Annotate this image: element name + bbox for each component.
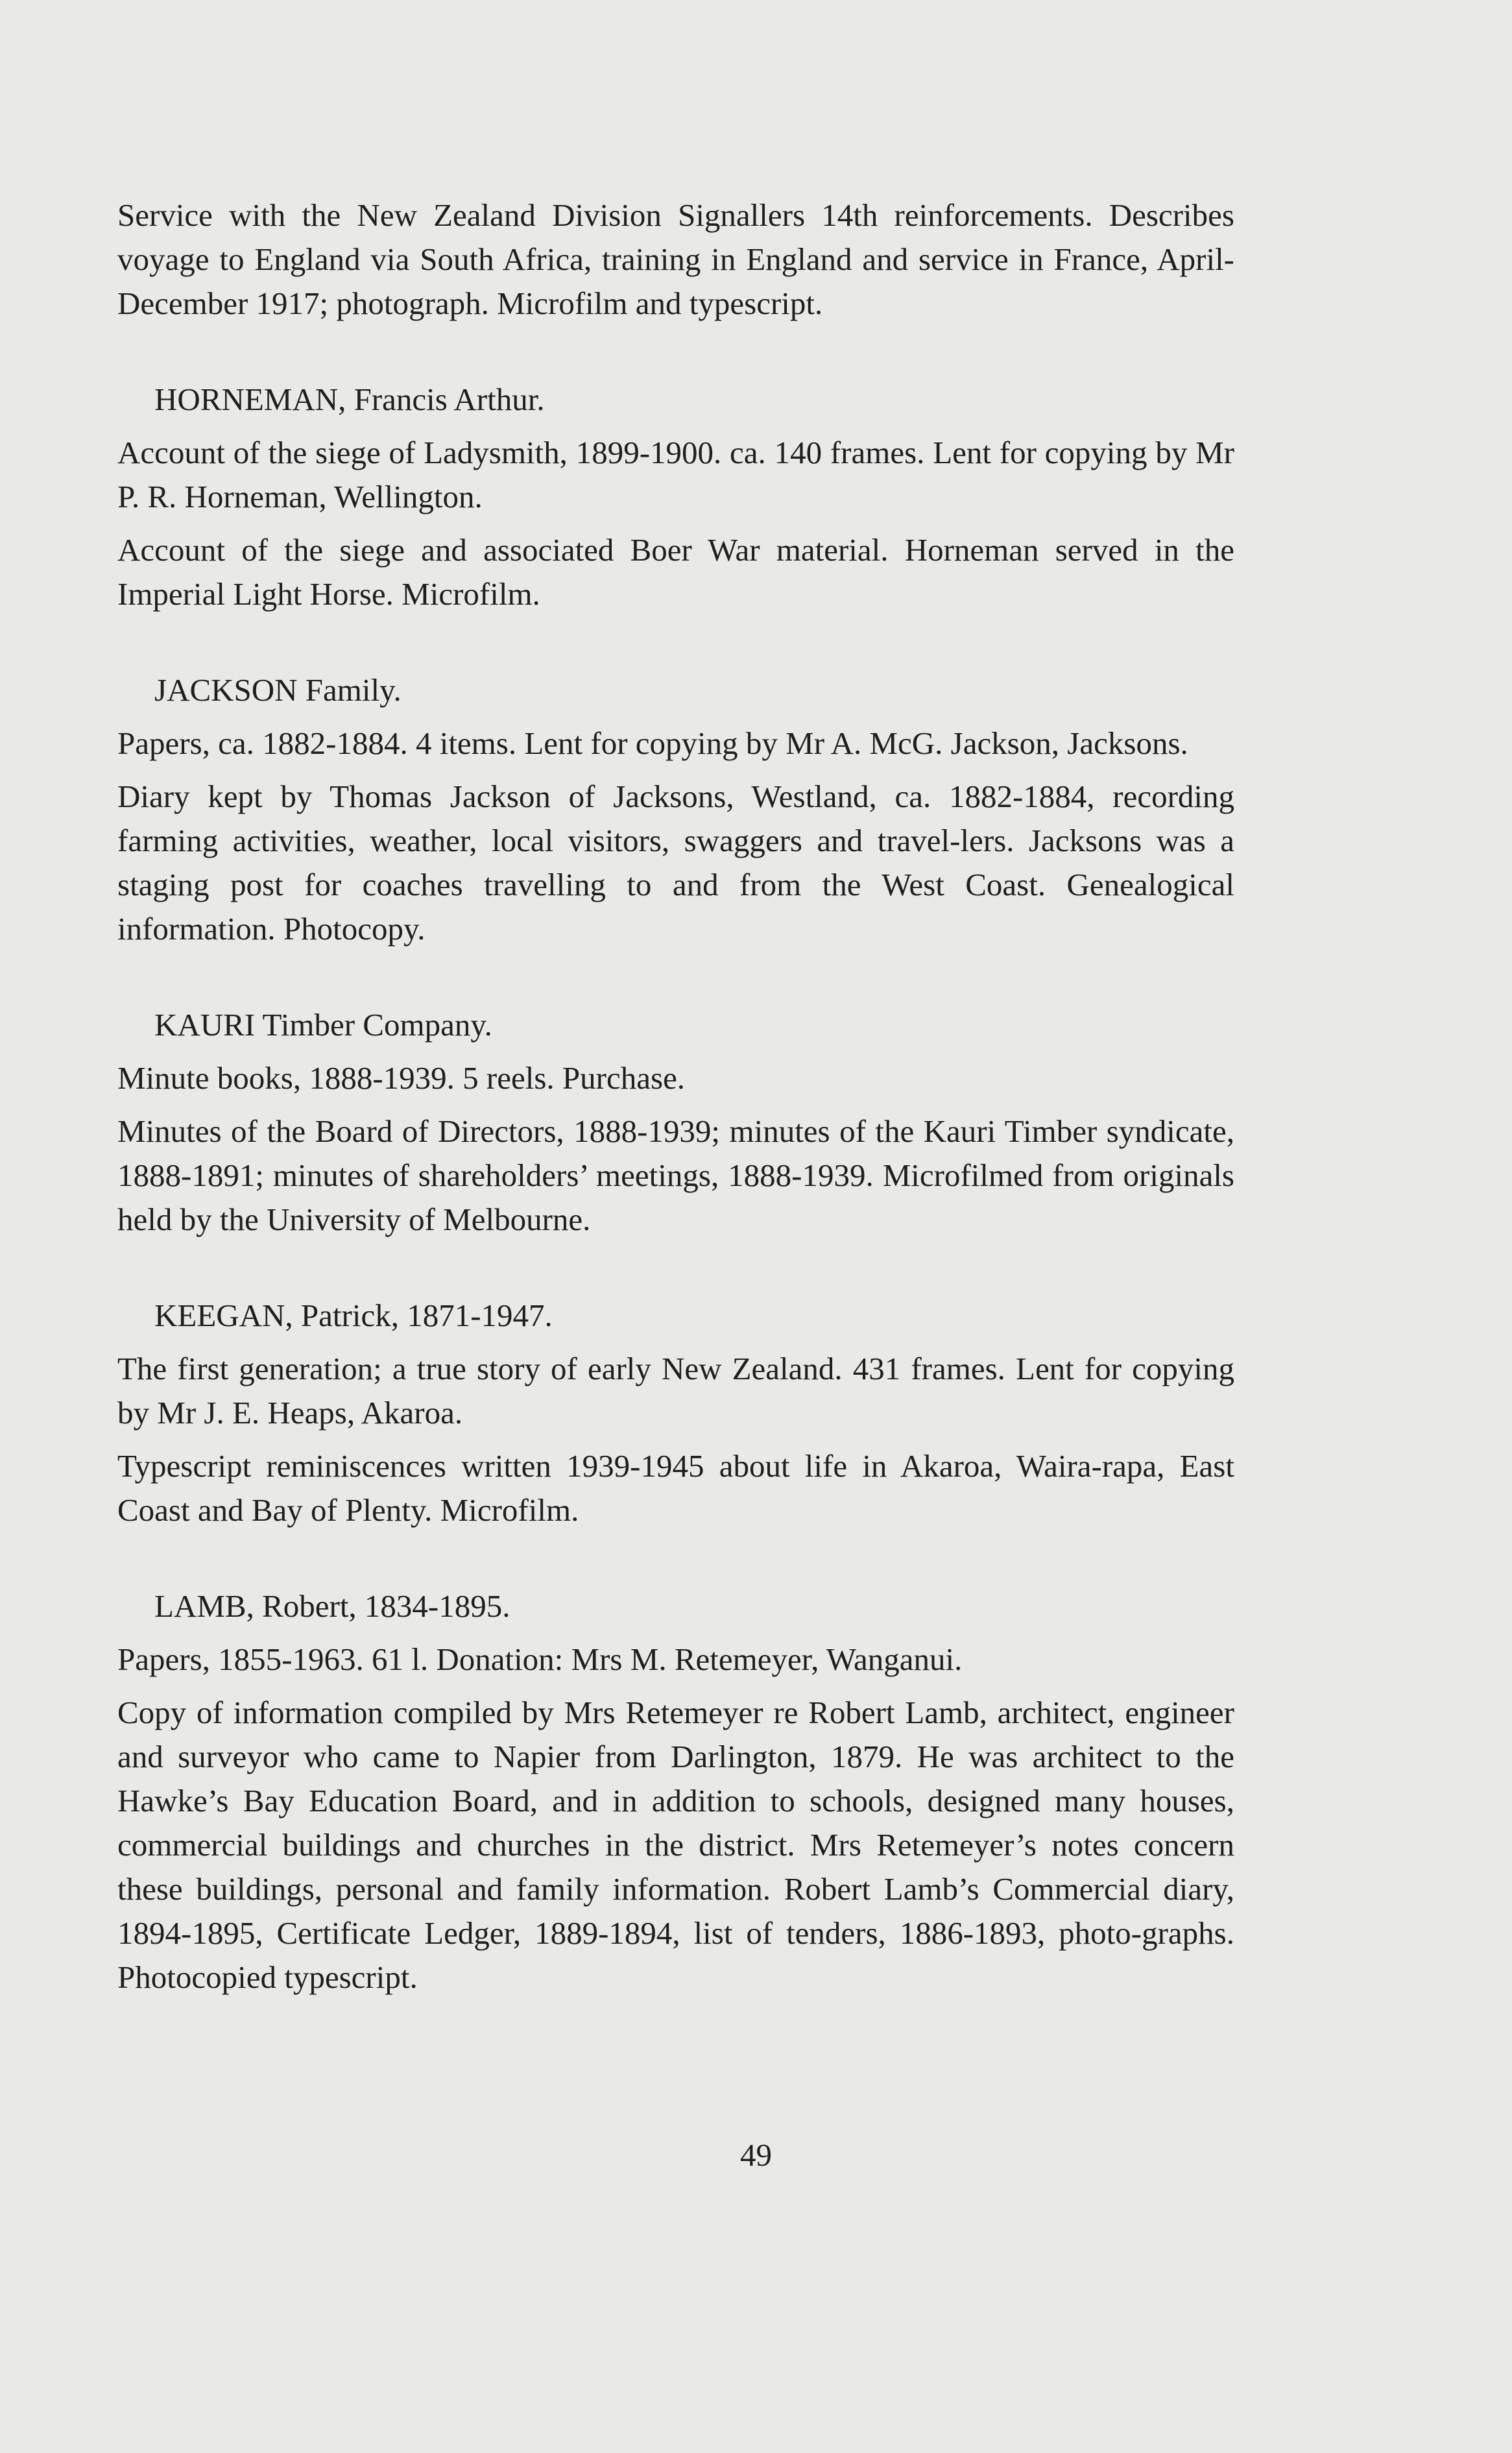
- entry-paragraph: Papers, 1855-1963. 61 l. Donation: Mrs M. Retemeyer, Wanganui.: [117, 1641, 963, 1677]
- page-number: 49: [740, 2137, 772, 2173]
- entry-paragraph: Copy of information compiled by Mrs Retemeyer re Robert Lamb, architect, engineer and surveyor who came to Napier from Darlington, 1879. He was architect to the Hawke’s Bay Education Board, and in addition to schools, designed many houses, commercial buildings and churches in the district. Mrs Retemeyer’s notes concern these buildings, personal and family information. Robert Lamb’s Commercial diary, 1894-1895, Certificate Ledger, 1889-1894, list of tenders, 1886-1893, photo-graphs. Photocopied typescript.: [117, 1695, 1234, 1995]
- intro-paragraph: Service with the New Zealand Division Signallers 14th reinforcements. Describes voyage to England via South Africa, training in England and service in France, April-December 1917; photograph. Microfilm and typescript.: [117, 197, 1234, 321]
- entry-paragraph: Papers, ca. 1882-1884. 4 items. Lent for copying by Mr A. McG. Jackson, Jacksons.: [117, 725, 1188, 761]
- entry-heading: LAMB, Robert, 1834-1895.: [154, 1588, 510, 1624]
- entry-paragraph: Typescript reminiscences written 1939-1945 about life in Akaroa, Waira-rapa, East Coast and Bay of Plenty. Microfilm.: [117, 1448, 1234, 1528]
- entry-heading: KAURI Timber Company.: [154, 1007, 492, 1043]
- entry-paragraph: Account of the siege of Ladysmith, 1899-1900. ca. 140 frames. Lent for copying by Mr P. R. Horneman, Wellington.: [117, 435, 1234, 514]
- entry-paragraph: Minutes of the Board of Directors, 1888-1939; minutes of the Kauri Timber syndicate, 1888-1891; minutes of shareholders’ meetings, 1888-1939. Microfilmed from originals held by the University of Melbourne.: [117, 1113, 1234, 1237]
- entry-jackson: [117, 668, 1234, 951]
- entry-paragraph: Diary kept by Thomas Jackson of Jacksons, Westland, ca. 1882-1884, recording farming activities, weather, local visitors, swaggers and travel-lers. Jacksons was a staging post for coaches travelling to and from the West Coast. Genealogical information. Photocopy.: [117, 779, 1234, 947]
- entry-heading: JACKSON Family.: [154, 672, 402, 708]
- entry-horneman: [117, 378, 1234, 616]
- entry-heading: KEEGAN, Patrick, 1871-1947.: [154, 1298, 553, 1333]
- entry-paragraph: The first generation; a true story of early New Zealand. 431 frames. Lent for copying by Mr J. E. Heaps, Akaroa.: [117, 1351, 1234, 1431]
- entry-kauri: [117, 1003, 1234, 1242]
- entry-paragraph: Minute books, 1888-1939. 5 reels. Purchase.: [117, 1060, 686, 1096]
- entry-paragraph: Account of the siege and associated Boer War material. Horneman served in the Imperial Light Horse. Microfilm.: [117, 532, 1234, 612]
- entry-heading: HORNEMAN, Francis Arthur.: [154, 381, 545, 417]
- entry-lamb: [117, 1584, 1234, 2000]
- entry-keegan: [117, 1294, 1234, 1532]
- text-column: [117, 193, 1234, 2051]
